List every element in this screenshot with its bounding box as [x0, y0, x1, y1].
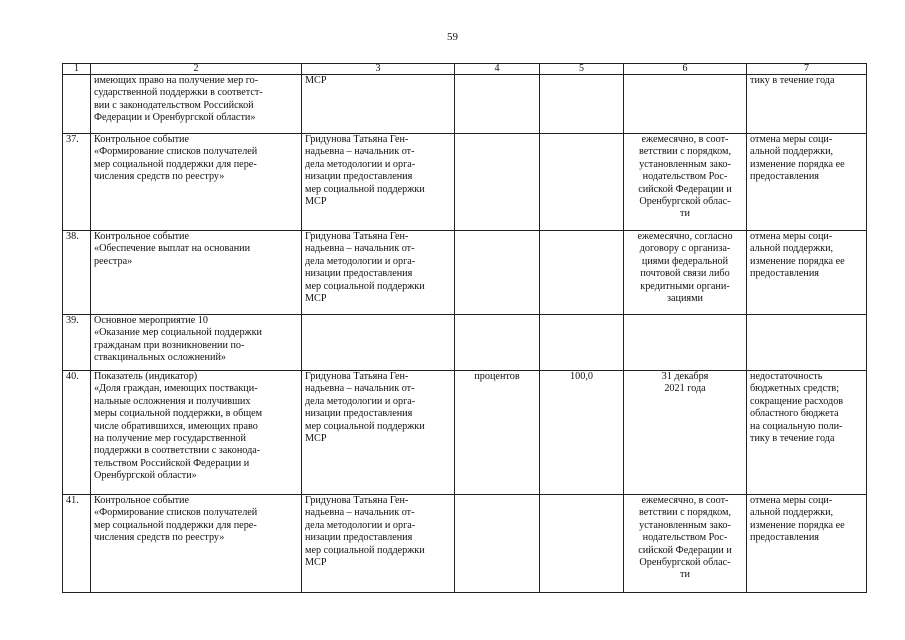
measure-name: Показатель (индикатор) «Доля граждан, имеющих поствакци- нальные осложнения и получивших меры социальной поддержки, в общем числе обратившихся, имеющих право на получение мер государственной поддержки в соответствии с законода- тельством Российской Федерации и Оренбургской области»	[91, 371, 302, 495]
table-row	[63, 371, 867, 495]
measure-name: Основное мероприятие 10 «Оказание мер социальной поддержки гражданам при возникновении по- ствакцинальных осложнений»	[91, 315, 302, 371]
program-table	[62, 63, 867, 593]
row-number: 40.	[63, 371, 91, 495]
header-cell-5: 5	[540, 64, 624, 75]
responsible	[302, 315, 455, 371]
measure-name: имеющих право на получение мер го- сударственной поддержки в соответст- вии с законодательством Российской Федерации и Оренбургской области»	[91, 75, 302, 134]
header-row	[63, 64, 867, 75]
row-number	[63, 75, 91, 134]
unit	[455, 495, 540, 593]
row-number: 41.	[63, 495, 91, 593]
measure-name: Контрольное событие «Формирование списков получателей мер социальной поддержки для пере- числения средств по реестру»	[91, 134, 302, 231]
risk: тику в течение года	[747, 75, 867, 134]
term: ежемесячно, согласно договору с организа- циями федеральной почтовой связи либо кредитными органи- зациями	[624, 231, 747, 315]
term: ежемесячно, в соот- ветствии с порядком, установленным зако- нодательством Рос- сийской Федерации и Оренбургской облас- ти	[624, 495, 747, 593]
risk: отмена меры соци- альной поддержки, изменение порядка ее предоставления	[747, 134, 867, 231]
term: 31 декабря 2021 года	[624, 371, 747, 495]
value	[540, 495, 624, 593]
responsible: Гридунова Татьяна Ген- надьевна – начальник от- дела методологии и орга- низации предоставления мер социальной поддержки МСР	[302, 495, 455, 593]
unit: процентов	[455, 371, 540, 495]
table-row	[63, 495, 867, 593]
responsible: Гридунова Татьяна Ген- надьевна – начальник от- дела методологии и орга- низации предоставления мер социальной поддержки МСР	[302, 371, 455, 495]
responsible: Гридунова Татьяна Ген- надьевна – начальник от- дела методологии и орга- низации предоставления мер социальной поддержки МСР	[302, 134, 455, 231]
header-cell-6: 6	[624, 64, 747, 75]
responsible: Гридунова Татьяна Ген- надьевна – начальник от- дела методологии и орга- низации предоставления мер социальной поддержки МСР	[302, 231, 455, 315]
value	[540, 134, 624, 231]
header-cell-7: 7	[747, 64, 867, 75]
table-row	[63, 75, 867, 134]
row-number: 39.	[63, 315, 91, 371]
value	[540, 315, 624, 371]
row-number: 37.	[63, 134, 91, 231]
risk: отмена меры соци- альной поддержки, изменение порядка ее предоставления	[747, 495, 867, 593]
risk	[747, 315, 867, 371]
term	[624, 315, 747, 371]
value: 100,0	[540, 371, 624, 495]
value	[540, 75, 624, 134]
table-row	[63, 231, 867, 315]
header-cell-3: 3	[302, 64, 455, 75]
measure-name: Контрольное событие «Обеспечение выплат на основании реестра»	[91, 231, 302, 315]
term	[624, 75, 747, 134]
unit	[455, 231, 540, 315]
unit	[455, 315, 540, 371]
header-cell-1: 1	[63, 64, 91, 75]
value	[540, 231, 624, 315]
row-number: 38.	[63, 231, 91, 315]
responsible: МСР	[302, 75, 455, 134]
table-row	[63, 134, 867, 231]
unit	[455, 134, 540, 231]
term: ежемесячно, в соот- ветствии с порядком, установленным зако- нодательством Рос- сийской Федерации и Оренбургской облас- ти	[624, 134, 747, 231]
risk: недостаточность бюджетных средств; сокращение расходов областного бюджета на социальную поли- тику в течение года	[747, 371, 867, 495]
header-cell-2: 2	[91, 64, 302, 75]
measure-name: Контрольное событие «Формирование списков получателей мер социальной поддержки для пере- числения средств по реестру»	[91, 495, 302, 593]
page-number: 59	[447, 31, 458, 43]
table-row	[63, 315, 867, 371]
header-cell-4: 4	[455, 64, 540, 75]
risk: отмена меры соци- альной поддержки, изменение порядка ее предоставления	[747, 231, 867, 315]
unit	[455, 75, 540, 134]
